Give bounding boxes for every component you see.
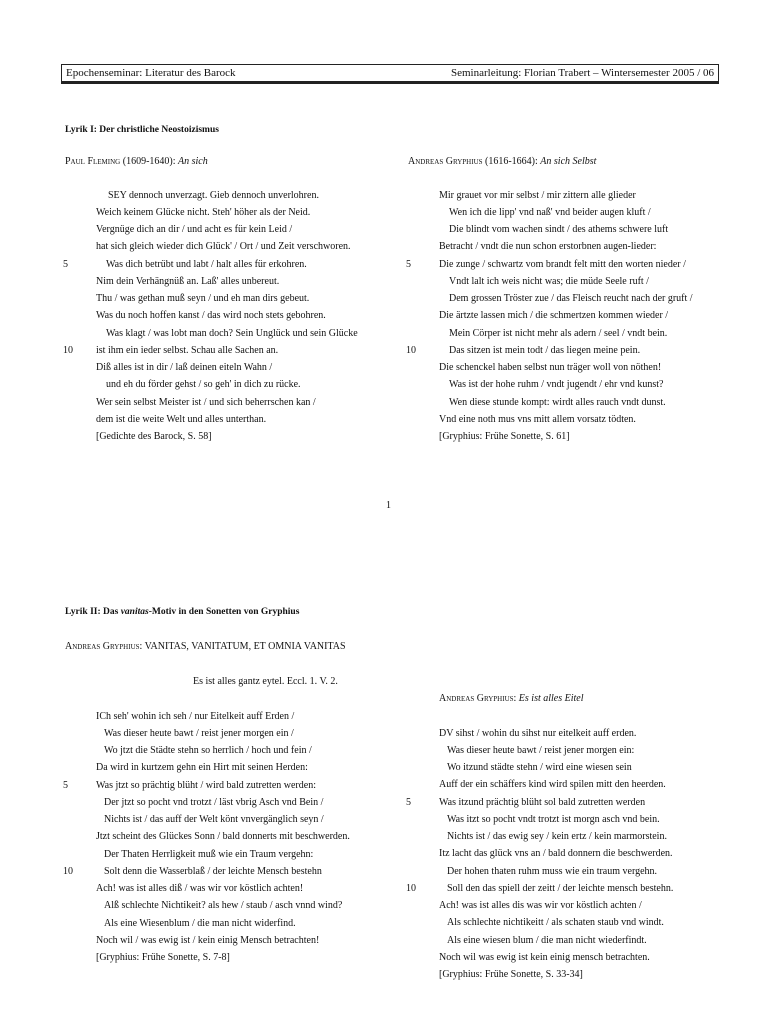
poem-line: Das sitzen ist mein todt / das liegen meine pein.	[449, 345, 641, 356]
section-2-title-prefix: Lyrik II: Das	[65, 607, 121, 617]
section-2-left-author	[65, 641, 346, 652]
poem-line: Da wird in kurtzem gehn ein Hirt mit seinen Herden:	[96, 762, 308, 773]
author-name: Paul Fleming	[65, 156, 121, 167]
section-1-left-author	[65, 156, 208, 167]
poem-source: [Gryphius: Frühe Sonette, S. 33-34]	[439, 969, 583, 980]
poem-line: Nim dein Verhängnüß an. Laß' alles unbereut.	[96, 276, 280, 287]
section-1-title: Lyrik I: Der christliche Neostoizismus	[65, 125, 219, 135]
poem-line: Nichts ist / das auff der Welt könt vnvergänglich seyn /	[104, 814, 324, 825]
header-left: Epochenseminar: Literatur des Barock	[66, 67, 236, 79]
poem-title: : VANITAS, VANITATUM, ET OMNIA VANITAS	[139, 641, 346, 652]
line-number-10: 10	[63, 345, 73, 356]
line-number-5: 5	[406, 797, 411, 808]
poem-line: Weich keinem Glücke nicht. Steh' höher als der Neid.	[96, 207, 311, 218]
poem-line: Die zunge / schwartz vom brandt felt mitt den worten nieder /	[439, 259, 686, 270]
poem-line: Was du noch hoffen kanst / das wird noch stets gebohren.	[96, 310, 326, 321]
poem-source: [Gryphius: Frühe Sonette, S. 61]	[439, 431, 570, 442]
poem-line: DV sihst / wohin du sihst nur eitelkeit auff erden.	[439, 728, 637, 739]
poem-line: Die ärtzte lassen mich / die schmertzen kommen wieder /	[439, 310, 669, 321]
poem-line: Wo itzund städte stehn / wird eine wiesen sein	[447, 762, 632, 773]
poem-line: Thu / was gethan muß seyn / und eh man dirs gebeut.	[96, 293, 310, 304]
page-header	[61, 64, 719, 82]
poem-line: Wer sein selbst Meister ist / und sich beherrschen kan /	[96, 397, 316, 408]
poem-line: Vergnüge dich an dir / und acht es für kein Leid /	[96, 224, 293, 235]
poem-line: Ach! was ist alles dis was wir vor köstlich achten /	[439, 900, 642, 911]
poem-line: Was itzt so pocht vndt trotzt ist morgn asch vnd bein.	[447, 814, 660, 825]
poem-line: Wen diese stunde kompt: wirdt alles rauch vndt dunst.	[449, 397, 666, 408]
poem-line: Der hohen thaten ruhm muss wie ein traum vergehn.	[447, 866, 658, 877]
poem-line: Was jtzt so prächtig blüht / wird bald zutretten werden:	[96, 780, 316, 791]
author-colon: :	[513, 693, 519, 704]
poem-line: Nichts ist / das ewig sey / kein ertz / kein marmorstein.	[447, 831, 667, 842]
section-2-right-author	[439, 693, 584, 704]
poem-line: Diß alles ist in dir / laß deinen eiteln Wahn /	[96, 362, 273, 373]
poem-line: Was klagt / was lobt man doch? Sein Unglück und sein Glücke	[106, 328, 358, 339]
poem-line: Die blindt vom wachen sindt / des athems schwere luft	[449, 224, 669, 235]
vanitas-motto: Es ist alles gantz eytel. Eccl. 1. V. 2.	[193, 676, 338, 687]
poem-line: Was dieser heute bawt / reist jener morgen ein /	[104, 728, 294, 739]
poem-source: [Gryphius: Frühe Sonette, S. 7-8]	[96, 952, 230, 963]
poem-line: Noch wil was ewig ist kein einig mensch betrachten.	[439, 952, 650, 963]
poem-line: Als schlechte nichtikeitt / als schaten staub vnd windt.	[447, 917, 664, 928]
poem-line: Itz lacht das glück vns an / bald donnern die beschwerden.	[439, 848, 673, 859]
line-number-10: 10	[63, 866, 73, 877]
header-right: Seminarleitung: Florian Trabert – Wintersemester 2005 / 06	[450, 67, 714, 79]
poem-line: hat sich gleich wieder dich Glück' / Ort / und Zeit verschworen.	[96, 241, 351, 252]
poem-line: Die schenckel haben selbst nun träger woll von nöthen!	[439, 362, 662, 373]
poem-line: Solt denn die Wasserblaß / der leichte Mensch bestehn	[104, 866, 322, 877]
poem-line: Dem grossen Tröster zue / das Fleisch reucht nach der gruft /	[449, 293, 693, 304]
header-rule	[61, 82, 719, 84]
line-number-5: 5	[63, 259, 68, 270]
poem-line: Als eine wiesen blum / die man nicht wiederfindt.	[447, 935, 647, 946]
poem-line: Mir grauet vor mir selbst / mir zittern alle glieder	[439, 190, 636, 201]
poem-line: dem ist die weite Welt und alles unterthan.	[96, 414, 267, 425]
poem-line: SEY dennoch unverzagt. Gieb dennoch unverlohren.	[108, 190, 319, 201]
line-number-10: 10	[406, 345, 416, 356]
poem-line: Vndt lalt ich weis nicht was; die müde Seele ruft /	[449, 276, 649, 287]
poem-line: Der jtzt so pocht vnd trotzt / läst vbrig Asch vnd Bein /	[104, 797, 324, 808]
poem-line: Was itzund prächtig blüht sol bald zutretten werden	[439, 797, 646, 808]
poem-line: Soll den das spiell der zeitt / der leichte mensch bestehn.	[447, 883, 674, 894]
line-number-5: 5	[406, 259, 411, 270]
section-1-right-author	[408, 156, 596, 167]
author-name: Andreas Gryphius	[408, 156, 483, 167]
poem-line: Wo jtzt die Städte stehn so herrlich / hoch und fein /	[104, 745, 312, 756]
author-years: (1616-1664):	[482, 156, 541, 167]
section-2-title-italic: vanitas	[120, 607, 149, 617]
author-name: Andreas Gryphius	[65, 641, 140, 652]
poem-source: [Gedichte des Barock, S. 58]	[96, 431, 212, 442]
poem-line: Als eine Wiesenblum / die man nicht widerfind.	[104, 918, 296, 929]
author-name: Andreas Gryphius	[439, 693, 514, 704]
poem-line: Was dich betrübt und labt / halt alles für erkohren.	[106, 259, 307, 270]
poem-title: An sich	[178, 156, 208, 167]
author-years: (1609-1640):	[120, 156, 179, 167]
poem-line: Mein Cörper ist nicht mehr als adern / seel / vndt bein.	[449, 328, 668, 339]
page-number: 1	[386, 500, 391, 511]
poem-line: ICh seh' wohin ich seh / nur Eitelkeit auff Erden /	[96, 711, 295, 722]
poem-line: Was ist der hohe ruhm / vndt jugendt / ehr vnd kunst?	[449, 379, 664, 390]
section-2-title-suffix: -Motiv in den Sonetten von Gryphius	[148, 607, 300, 617]
section-2-title	[65, 607, 299, 617]
poem-line: Auff der ein schäffers kind wird spilen mitt den heerden.	[439, 779, 666, 790]
poem-line: Der Thaten Herrligkeit muß wie ein Traum vergehn:	[104, 849, 314, 860]
poem-line: und eh du förder gehst / so geh' in dich zu rücke.	[106, 379, 301, 390]
poem-line: ist ihm ein ieder selbst. Schau alle Sachen an.	[96, 345, 279, 356]
poem-title: Es ist alles Eitel	[518, 693, 584, 704]
poem-line: Betracht / vndt die nun schon erstorbnen augen-lieder:	[439, 241, 657, 252]
line-number-5: 5	[63, 780, 68, 791]
poem-line: Wen ich die lipp' vnd naß' vnd beider augen kluft /	[449, 207, 651, 218]
poem-line: Was dieser heute bawt / reist jener morgen ein:	[447, 745, 635, 756]
poem-line: Vnd eine noth mus vns mitt allem vorsatz tödten.	[439, 414, 636, 425]
poem-line: Noch wil / was ewig ist / kein einig Mensch betrachten!	[96, 935, 320, 946]
poem-line: Jtzt scheint des Glückes Sonn / bald donnerts mit beschwerden.	[96, 831, 350, 842]
poem-line: Alß schlechte Nichtikeit? als hew / staub / asch vnnd wind?	[104, 900, 343, 911]
poem-line: Ach! was ist alles diß / was wir vor köstlich achten!	[96, 883, 304, 894]
line-number-10: 10	[406, 883, 416, 894]
poem-title: An sich Selbst	[540, 156, 597, 167]
